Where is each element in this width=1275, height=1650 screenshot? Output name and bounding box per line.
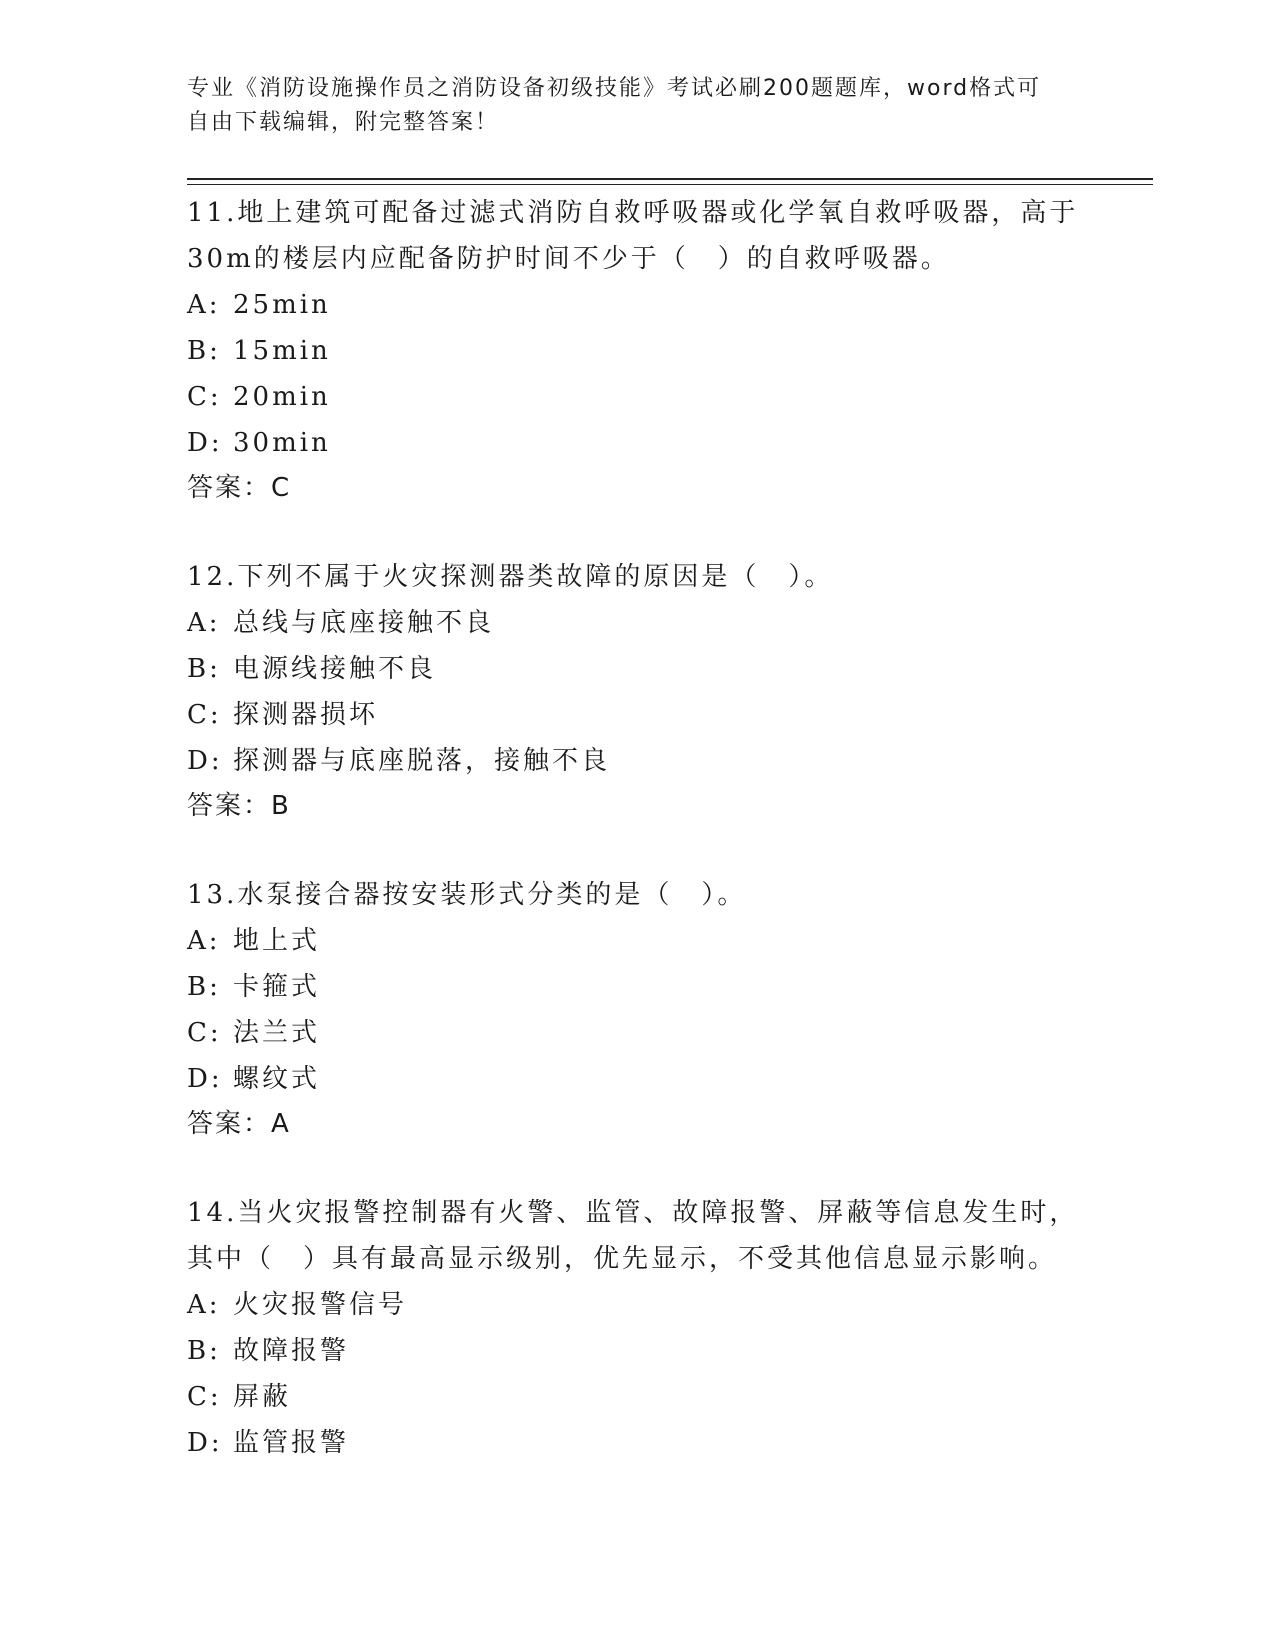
option-label: A: (187, 608, 221, 638)
option-text: 总线与底座接触不良 (233, 608, 495, 638)
question-14 (187, 1190, 1087, 1466)
option-text: 螺纹式 (233, 1064, 321, 1094)
option-label: D: (187, 1064, 223, 1094)
option-d (187, 738, 1087, 784)
option-label: B: (187, 336, 221, 366)
question-stem-continued: 其中（ ）具有最高显示级别，优先显示，不受其他信息显示影响。 (187, 1244, 1058, 1274)
option-text: 探测器损坏 (233, 700, 379, 730)
question-stem-continued: 30m的楼层内应配备防护时间不少于（ ）的自救呼吸器。 (187, 244, 950, 274)
option-c (187, 1010, 1087, 1056)
option-text: 电源线接触不良 (233, 654, 437, 684)
option-label: A: (187, 926, 221, 956)
option-label: C: (187, 700, 222, 730)
option-label: B: (187, 654, 221, 684)
option-c (187, 692, 1087, 738)
option-text: 火灾报警信号 (233, 1290, 408, 1320)
option-text: 15min (233, 336, 331, 366)
question-list (187, 190, 1087, 1510)
option-text: 地上式 (233, 926, 321, 956)
header-line-2: 自由下载编辑，附完整答案！ (187, 110, 500, 135)
option-text: 法兰式 (233, 1018, 321, 1048)
option-label: C: (187, 382, 222, 412)
option-b (187, 964, 1087, 1010)
header-divider-thick (187, 178, 1153, 180)
option-text: 20min (233, 382, 331, 412)
option-d (187, 1056, 1087, 1102)
answer-line: 答案：B (187, 791, 291, 821)
question-stem: 14.当火灾报警控制器有火警、监管、故障报警、屏蔽等信息发生时， (187, 1198, 1079, 1228)
option-text: 30min (233, 428, 331, 458)
option-label: B: (187, 972, 221, 1002)
question-stem: 13.水泵接合器按安装形式分类的是（ ）。 (187, 880, 747, 910)
option-text: 故障报警 (233, 1336, 350, 1366)
option-b (187, 1328, 1087, 1374)
document-header (187, 72, 1087, 140)
option-label: C: (187, 1382, 222, 1412)
option-text: 屏蔽 (233, 1382, 292, 1412)
option-a (187, 1282, 1087, 1328)
option-text: 探测器与底座脱落，接触不良 (233, 746, 611, 776)
option-text: 卡箍式 (233, 972, 321, 1002)
option-d (187, 1420, 1087, 1466)
option-label: C: (187, 1018, 222, 1048)
option-label: D: (187, 1428, 223, 1458)
header-line-1: 专业《消防设施操作员之消防设备初级技能》考试必刷200题题库，word格式可 (187, 76, 1042, 101)
option-label: D: (187, 428, 223, 458)
option-label: A: (187, 1290, 221, 1320)
option-c (187, 374, 1087, 420)
question-11 (187, 190, 1087, 510)
option-a (187, 918, 1087, 964)
option-label: B: (187, 1336, 221, 1366)
option-a (187, 600, 1087, 646)
question-13 (187, 872, 1087, 1146)
option-label: A: (187, 290, 221, 320)
option-c (187, 1374, 1087, 1420)
option-b (187, 646, 1087, 692)
option-text: 25min (233, 290, 331, 320)
question-stem: 12.下列不属于火灾探测器类故障的原因是（ ）。 (187, 562, 834, 592)
header-divider-thin (187, 184, 1153, 185)
option-b (187, 328, 1087, 374)
answer-line: 答案：A (187, 1109, 291, 1139)
option-text: 监管报警 (233, 1428, 350, 1458)
option-a (187, 282, 1087, 328)
option-d (187, 420, 1087, 466)
question-stem: 11.地上建筑可配备过滤式消防自救呼吸器或化学氧自救呼吸器，高于 (187, 198, 1079, 228)
answer-line: 答案：C (187, 473, 292, 503)
option-label: D: (187, 746, 223, 776)
question-12 (187, 554, 1087, 828)
